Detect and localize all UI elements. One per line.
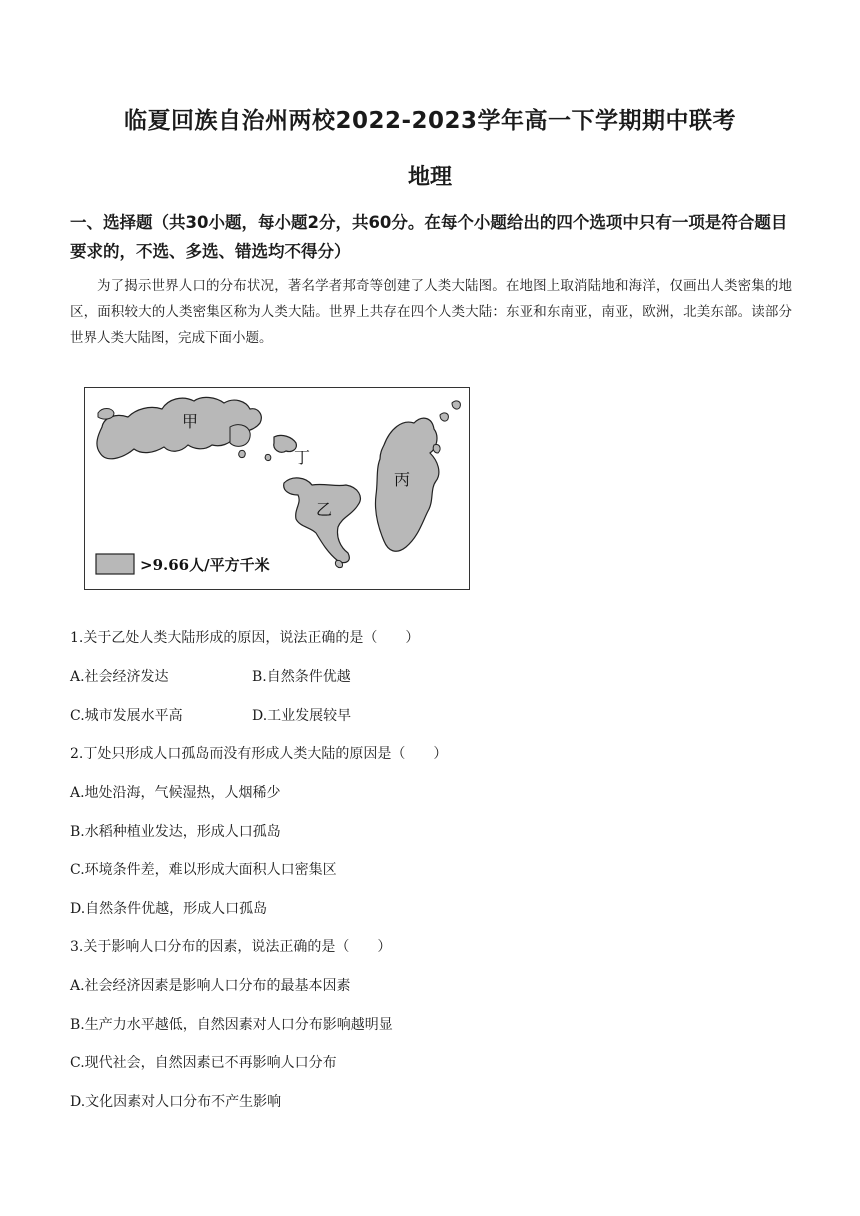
label-yi: 乙 (316, 500, 333, 519)
question-1-option-b[interactable]: B.自然条件优越 (252, 669, 351, 685)
subject-title: 地理 (407, 165, 452, 190)
question-1-option-c[interactable]: C.城市发展水平高 (70, 708, 183, 724)
question-1-option-d[interactable]: D.工业发展较早 (252, 708, 352, 724)
question-2-option-b[interactable]: B.水稻种植业发达，形成人口孤岛 (70, 824, 281, 840)
human-continent-map (84, 387, 470, 590)
question-1-stem: 1.关于乙处人类大陆形成的原因，说法正确的是（ ） (70, 630, 420, 646)
legend-text: >9.66人/平方千米 (140, 556, 270, 574)
region-jia-east (230, 425, 250, 447)
question-2-option-a[interactable]: A.地处沿海，气候湿热，人烟稀少 (70, 785, 281, 801)
legend-swatch (96, 554, 134, 574)
question-2-option-d[interactable]: D.自然条件优越，形成人口孤岛 (70, 901, 268, 917)
label-ding: 丁 (294, 448, 311, 467)
intro-paragraph: 为了揭示世界人口的分布状况，著名学者邦奇等创建了人类大陆图。在地图上取消陆地和海洋，仅画出人类密集的地区，面积较大的人类密集区称为人类大陆。世界上共存在四个人类大陆：东亚和东南亚，南亚，欧洲，北美东部。读部分世界人类大陆图，完成下面小题。 (70, 278, 792, 346)
section-heading: 一、选择题（共30小题，每小题2分，共60分。在每个小题给出的四个选项中只有一项是符合题目要求的，不选、多选、错选均不得分） (70, 213, 788, 261)
question-1-option-a[interactable]: A.社会经济发达 (70, 669, 169, 685)
question-3-option-d[interactable]: D.文化因素对人口分布不产生影响 (70, 1094, 282, 1110)
exam-title: 临夏回族自治州两校2022-2023学年高一下学期期中联考 (123, 108, 737, 134)
label-bing: 丙 (394, 470, 411, 489)
label-jia: 甲 (182, 412, 199, 431)
question-2-option-c[interactable]: C.环境条件差，难以形成大面积人口密集区 (70, 862, 337, 878)
question-3-stem: 3.关于影响人口分布的因素，说法正确的是（ ） (70, 939, 392, 955)
region-jia-island (98, 409, 114, 420)
question-3-option-a[interactable]: A.社会经济因素是影响人口分布的最基本因素 (70, 978, 351, 994)
question-3-option-b[interactable]: B.生产力水平越低，自然因素对人口分布影响越明显 (70, 1017, 393, 1033)
question-3-option-c[interactable]: C.现代社会，自然因素已不再影响人口分布 (70, 1055, 337, 1071)
question-2-stem: 2.丁处只形成人口孤岛而没有形成人类大陆的原因是（ ） (70, 746, 448, 762)
